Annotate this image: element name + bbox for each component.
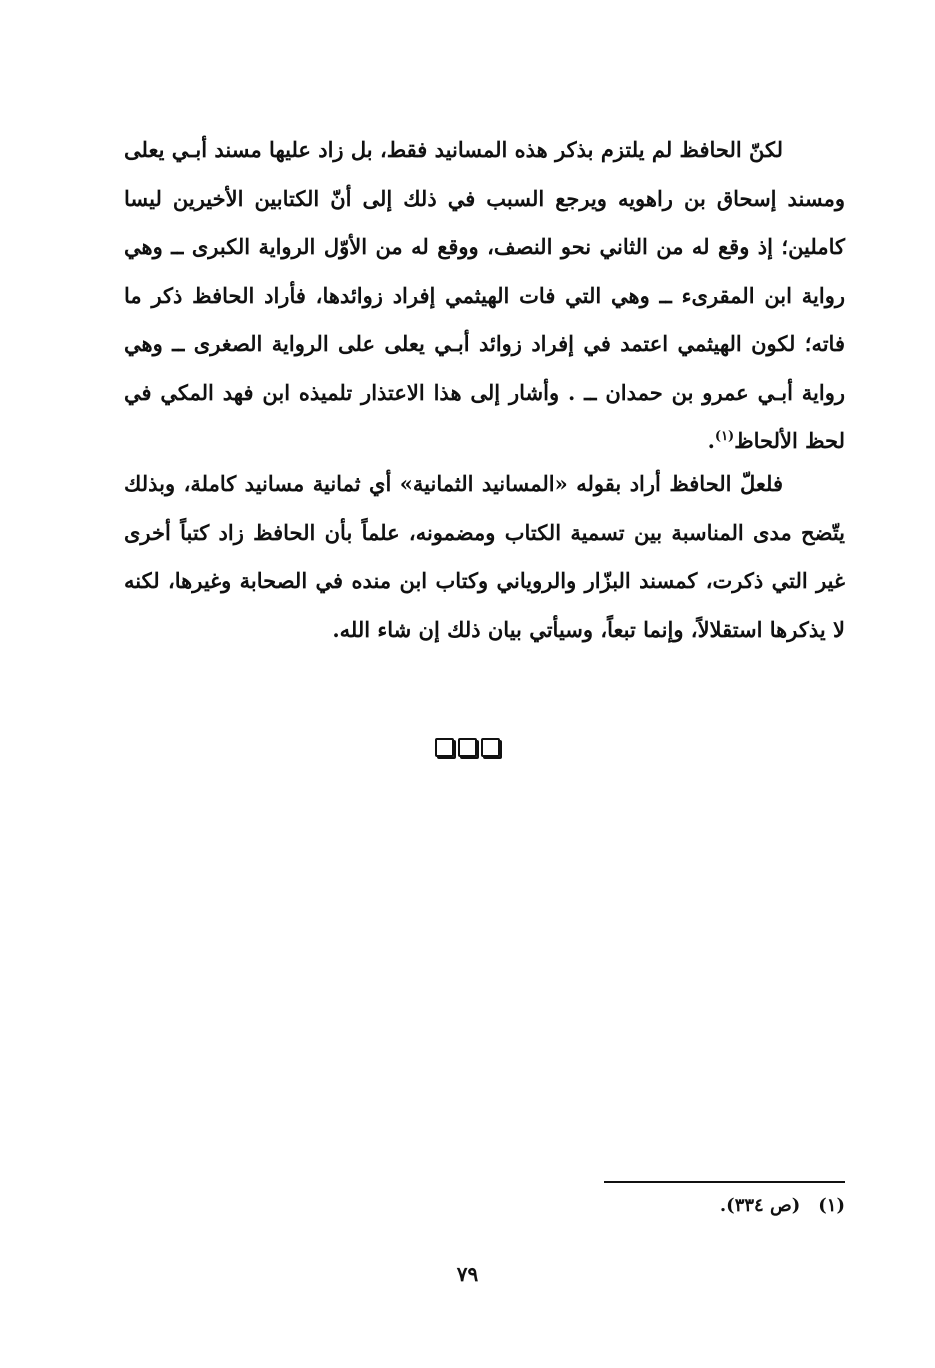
section-separator (0, 738, 935, 757)
page-number: ٧٩ (456, 1262, 479, 1286)
paragraph-1: لكنّ الحافظ لم يلتزم بذكر هذه المسانيد فقط، بل زاد عليها مسند أبـي يعلى ومسند إسحاق بن راهويه ويرجع السبب في ذلك إلى أنّ الكتابين الأخيرين ليسا كاملين؛ إذ وقع له من الثاني نحو النصف، ووقع له من الأوّل الرواية الكبرى ــ وهي رواية ابن المقرىء ــ وهي التي فات الهيثمي إفراد زوائدها، فأراد الحافظ ذكر ما فاته؛ لكون الهيثمي اعتمد في إفراد زوائد أبـي يعلى على الرواية الصغرى ــ وهي رواية أبـي عمرو بن حمدان ــ . وأشار إلى هذا الاعتذار تلميذه ابن فهد المكي في لحظ الألحاظ$^{(١)}$. (124, 137, 845, 453)
square-ornament-icon (435, 738, 454, 757)
footnote-number: (١) (818, 1195, 845, 1216)
footnote-marker: (١) (714, 429, 735, 444)
square-ornament-icon (458, 738, 477, 757)
paragraph-2 (124, 460, 845, 654)
paragraph-2-text: فلعلّ الحافظ أراد بقوله «المسانيد الثمانية» أي ثمانية مسانيد كاملة، وبذلك يتّضح مدى المناسبة بين تسمية الكتاب ومضمونه، علماً بأن الحافظ زاد كتباً أخرى غير التي ذكرت، كمسند البزّار والروياني وكتاب ابن منده في الصحابة وغيرها، لكنه لا يذكرها استقلالاً، وإنما تبعاً، وسيأتي بيان ذلك إن شاء الله. (124, 471, 845, 642)
footnote-text: (ص ٣٣٤). (719, 1195, 801, 1216)
footnote (720, 1195, 845, 1216)
paragraph-1-text: لكنّ الحافظ لم يلتزم بذكر هذه المسانيد فقط، بل زاد عليها مسند أبـي يعلى ومسند إسحاق بن راهويه ويرجع السبب في ذلك إلى أنّ الكتابين الأخيرين ليسا كاملين؛ إذ وقع له من الثاني نحو النصف، ووقع له من الأوّل الرواية الكبرى ــ وهي رواية ابن المقرىء ــ وهي التي فات الهيثمي إفراد زوائدها، فأراد الحافظ ذكر ما فاته؛ لكون الهيثمي اعتمد في إفراد زوائد أبـي يعلى على الرواية الصغرى ــ وهي رواية أبـي عمرو بن حمدان ــ . وأشار إلى هذا الاعتذار تلميذه ابن فهد المكي في لحظ الألحاظ (124, 137, 845, 453)
square-ornament-icon (481, 738, 500, 757)
footnote-divider (604, 1181, 845, 1183)
